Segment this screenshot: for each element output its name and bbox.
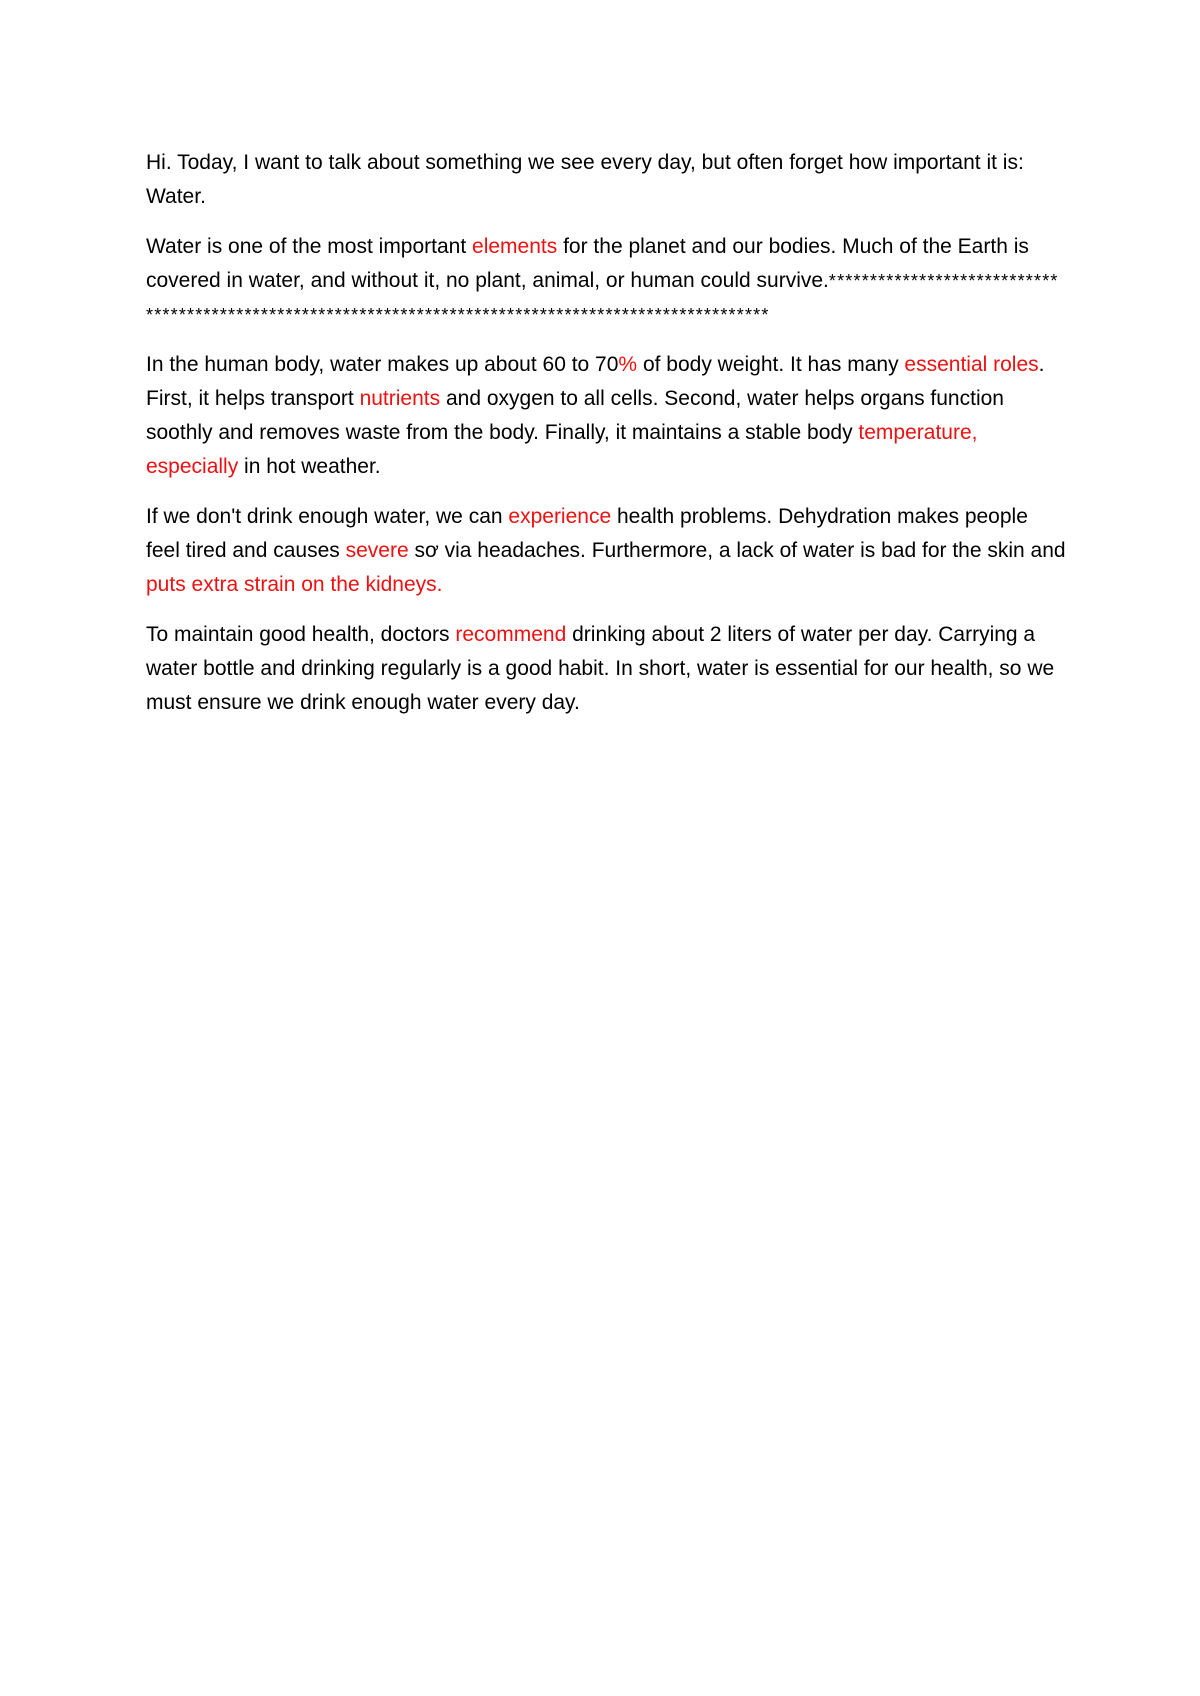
text-run: If we don't drink enough water, we can	[146, 505, 509, 528]
text-run: drinking about 2 liters of water per day. Carrying a water bottle and drinking regularly is a good habit. In short, water is essential for our health, so we must ensure we drink enough water every day.	[146, 623, 1055, 714]
highlighted-text: severe	[345, 539, 409, 562]
highlighted-text: elements	[472, 235, 558, 258]
text-run: health problems. Dehydration makes people feel tired and causes	[146, 505, 1028, 562]
paragraph-recommendation	[146, 618, 1066, 720]
highlighted-text: essential roles	[904, 353, 1039, 376]
text-run: In the human body, water makes up about 60 to 70	[146, 353, 619, 376]
paragraph-dehydration	[146, 500, 1066, 602]
highlighted-text: recommend	[455, 623, 567, 646]
highlighted-text: experience	[508, 505, 612, 528]
text-run: Hi. Today, I want to talk about something we see every day, but often forget how important it is: Water.	[146, 151, 1024, 208]
highlighted-text: %	[618, 353, 638, 376]
text-run: . First, it helps transport	[146, 353, 1045, 410]
document-body	[146, 146, 1066, 736]
asterisk-run: ********************************************************************************************************	[146, 271, 1059, 325]
highlighted-text: puts extra strain on the kidneys.	[146, 573, 443, 596]
highlighted-text: temperature, especially	[146, 421, 978, 478]
highlighted-text: nutrients	[359, 387, 441, 410]
paragraph-water-importance	[146, 230, 1066, 332]
text-run: for the planet and our bodies. Much of the Earth is covered in water, and without it, no plant, animal, or human could survive.	[146, 235, 1029, 292]
text-run: and oxygen to all cells. Second, water helps organs function soothly and removes waste from the body. Finally, it maintains a stable body	[146, 387, 1004, 444]
text-run: Water is one of the most important	[146, 235, 473, 258]
text-run: To maintain good health, doctors	[146, 623, 456, 646]
text-run: sơ via headaches. Furthermore, a lack of water is bad for the skin and	[408, 539, 1066, 562]
text-run: of body weight. It has many	[637, 353, 905, 376]
paragraph-intro	[146, 146, 1066, 214]
paragraph-human-body	[146, 348, 1066, 484]
text-run: in hot weather.	[238, 455, 381, 478]
